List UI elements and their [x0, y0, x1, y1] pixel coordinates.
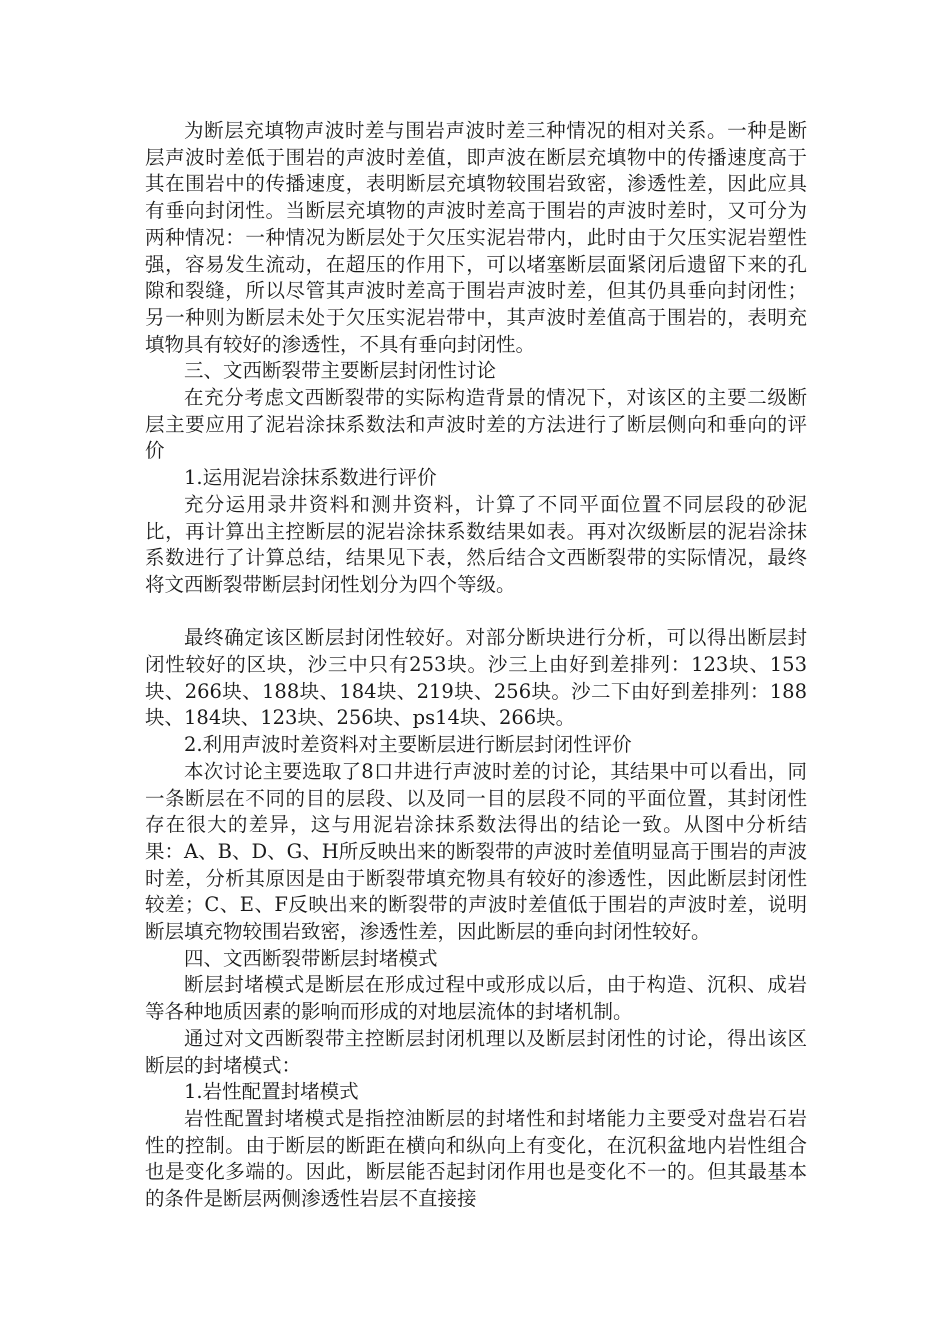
subheading-lithology-model: 1.岩性配置封堵模式: [184, 1080, 359, 1104]
blank-line: [145, 599, 807, 626]
paragraph-sealing-models-intro: 通过对文西断裂带主控断层封闭机理以及断层封闭性的讨论，得出该区断层的封堵模式：: [145, 1026, 807, 1077]
subheading-mudstone-smear: 1.运用泥岩涂抹系数进行评价: [184, 466, 437, 490]
paragraph-acoustic-results: 本次讨论主要选取了8口井进行声波时差的讨论，其结果中可以看出，同一条断层在不同的目的层段、以及同一目的层段不同的平面位置，其封闭性存在很大的差异，这与用泥岩涂抹系数法得出的结论一致。从图中分析结果：A、B、D、G、H所反映出来的断裂带的声波时差值明显高于围岩的声波时差，分析其原因是由于断裂带填充物具有较好的渗透性，因此断层封闭性较差；C、E、F反映出来的断裂带的声波时差值低于围岩的声波时差，说明断层填充物较围岩致密，渗透性差，因此断层的垂向封闭性较好。: [145, 759, 807, 944]
paragraph-smear-calculation: 充分运用录井资料和测井资料，计算了不同平面位置不同层段的砂泥比，再计算出主控断层的泥岩涂抹系数结果如表。再对次级断层的泥岩涂抹系数进行了计算总结，结果见下表，然后结合文西断裂带的实际情况，最终将文西断裂带断层封闭性划分为四个等级。: [145, 492, 807, 596]
section-heading-4: 四、文西断裂带断层封堵模式: [184, 946, 438, 970]
subheading-acoustic-time: 2.利用声波时差资料对主要断层进行断层封闭性评价: [184, 733, 632, 757]
paragraph-block-ranking: 最终确定该区断层封闭性较好。对部分断块进行分析，可以得出断层封闭性较好的区块，沙三中只有253块。沙三上由好到差排列：123块、153块、266块、188块、184块、219块、256块。沙二下由好到差排列：188块、184块、123块、256块、ps14块、266块。: [145, 626, 807, 730]
paragraph-sealing-definition: 断层封堵模式是断层在形成过程中或形成以后，由于构造、沉积、成岩等各种地质因素的影响而形成的对地层流体的封堵机制。: [145, 973, 807, 1024]
paragraph-acoustic-relations: 为断层充填物声波时差与围岩声波时差三种情况的相对关系。一种是断层声波时差低于围岩的声波时差值，即声波在断层充填物中的传播速度高于其在围岩中的传播速度，表明断层充填物较围岩致密，渗透性差，因此应具有垂向封闭性。当断层充填物的声波时差高于围岩的声波时差时，又可分为两种情况：一种情况为断层处于欠压实泥岩带内，此时由于欠压实泥岩塑性强，容易发生流动，在超压的作用下，可以堵塞断层面紧闭后遗留下来的孔隙和裂缝，所以尽管其声波时差高于围岩声波时差，但其仍具垂向封闭性；另一种则为断层未处于欠压实泥岩带中，其声波时差值高于围岩的，表明充填物具有较好的渗透性，不具有垂向封闭性。: [145, 119, 807, 356]
paragraph-lithology-model: 岩性配置封堵模式是指控油断层的封堵性和封堵能力主要受对盘岩石岩性的控制。由于断层的断距在横向和纵向上有变化，在沉积盆地内岩性组合也是变化多端的。因此，断层能否起封闭作用也是变化不一的。但其最基本的条件是断层两侧渗透性岩层不直接接: [145, 1107, 807, 1211]
section-heading-3: 三、文西断裂带主要断层封闭性讨论: [184, 359, 497, 383]
paragraph-evaluation-intro: 在充分考虑文西断裂带的实际构造背景的情况下，对该区的主要二级断层主要应用了泥岩涂抹系数法和声波时差的方法进行了断层侧向和垂向的评价: [145, 386, 807, 463]
document-page: [145, 118, 807, 1213]
